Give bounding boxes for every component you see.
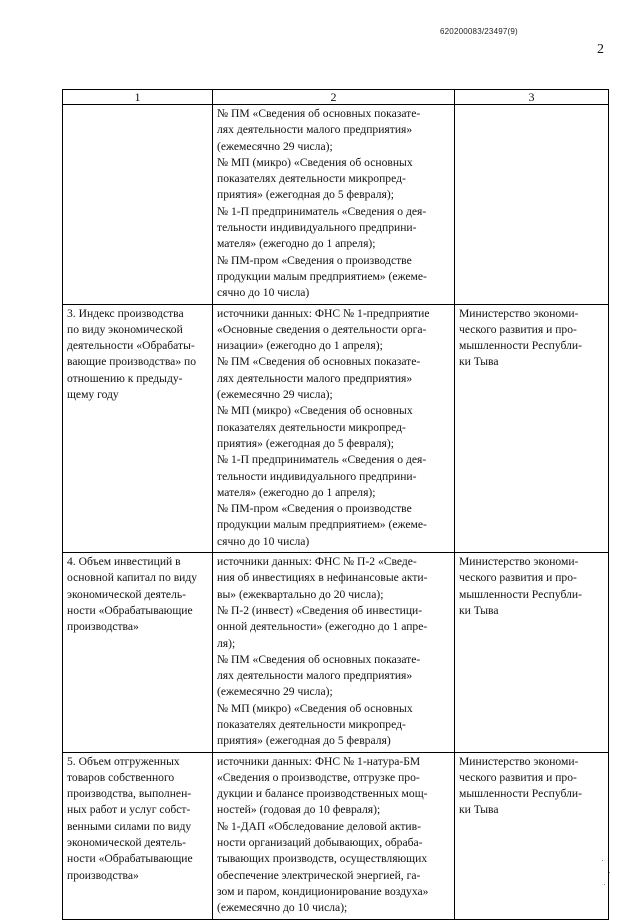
text-line: Министерство экономи- — [459, 555, 579, 569]
text-line: продукции малым предприятием» (ежеме- — [217, 518, 427, 532]
text-line: № 1-П предприниматель «Сведения о дея- — [217, 453, 427, 467]
cell-indicator — [63, 553, 213, 753]
text-line: 5. Объем отгруженных — [67, 754, 180, 768]
text-line: производства» — [67, 868, 139, 882]
text-line: приятия» (ежегодная до 5 февраля); — [217, 188, 394, 202]
text-line: № П-2 (инвест) «Сведения об инвестици- — [217, 603, 423, 617]
text-line: по виду экономической — [67, 322, 183, 336]
text-line: показателях деятельности микропред- — [217, 717, 406, 731]
text-line: ческого развития и про- — [459, 571, 577, 585]
text-line: № 1-П предприниматель «Сведения о дея- — [217, 204, 427, 218]
text-line: ля); — [217, 636, 236, 650]
text-line: № ПМ «Сведения об основных показате- — [217, 652, 421, 666]
text-line: тывающих производств, осуществляющих — [217, 852, 428, 866]
text-line: мышленности Республи- — [459, 787, 582, 801]
text-line: мателя» (ежегодно до 1 апреля); — [217, 237, 376, 251]
text-line: низации» (ежегодно до 1 апреля); — [217, 339, 383, 353]
text-line: показателях деятельности микропред- — [217, 420, 406, 434]
text-line: № 1-ДАП «Обследование деловой актив- — [217, 819, 421, 833]
text-line: ния об инвестициях в нефинансовые акти- — [217, 571, 428, 585]
text-line: сячно до 10 числа) — [217, 534, 310, 548]
text-line: венными силами по виду — [67, 819, 192, 833]
text-line: производства, выполнен- — [67, 787, 192, 801]
text-line: «Основные сведения о деятельности орга- — [217, 322, 427, 336]
cell-indicator — [63, 304, 213, 552]
text-line: лях деятельности малого предприятия» — [217, 669, 413, 683]
text-line: дукции и балансе производственных мощ- — [217, 787, 428, 801]
cell-sources — [213, 752, 455, 919]
text-line: экономической деятель- — [67, 587, 187, 601]
text-line: источники данных: ФНС № 1-натура-БМ — [217, 754, 421, 768]
column-header-3: 3 — [455, 90, 609, 105]
text-line: источники данных: ФНС № 1-предприятие — [217, 306, 430, 320]
scan-speck — [604, 884, 605, 885]
text-line: № МП (микро) «Сведения об основных — [217, 155, 413, 169]
text-line: лях деятельности малого предприятия» — [217, 123, 413, 137]
text-line: (ежемесячно 29 числа); — [217, 388, 333, 402]
text-line: основной капитал по виду — [67, 571, 198, 585]
text-line: приятия» (ежегодная до 5 февраля) — [217, 734, 391, 748]
text-line: мышленности Республи- — [459, 339, 582, 353]
text-line: ческого развития и про- — [459, 770, 577, 784]
text-line: (ежемесячно 29 числа); — [217, 139, 333, 153]
text-line: продукции малым предприятием» (ежеме- — [217, 269, 427, 283]
text-line: № ПМ-пром «Сведения о производстве — [217, 502, 412, 516]
text-line: ности «Обрабатывающие — [67, 852, 193, 866]
text-line: онной деятельности» (ежегодно до 1 апре- — [217, 620, 428, 634]
cell-responsible — [455, 105, 609, 305]
scan-speck — [609, 872, 610, 873]
text-line: (ежемесячно до 10 числа); — [217, 901, 348, 915]
table-row — [63, 553, 609, 753]
column-header-1: 1 — [63, 90, 213, 105]
scan-speck — [602, 860, 603, 861]
cell-sources — [213, 553, 455, 753]
text-line: «Сведения о производстве, отгрузке про- — [217, 770, 420, 784]
text-line: Министерство экономи- — [459, 306, 579, 320]
text-line: мышленности Республи- — [459, 587, 582, 601]
text-line: ностей» (годовая до 10 февраля); — [217, 803, 381, 817]
text-line: зом и паром, кондиционирование воздуха» — [217, 884, 429, 898]
text-line: вающие производства» по — [67, 355, 197, 369]
text-line: Министерство экономи- — [459, 754, 579, 768]
text-line: источники данных: ФНС № П-2 «Сведе- — [217, 555, 417, 569]
text-line: № МП (микро) «Сведения об основных — [217, 404, 413, 418]
text-line: 4. Объем инвестиций в — [67, 555, 181, 569]
text-line: ческого развития и про- — [459, 322, 577, 336]
text-line: тельности индивидуального предприни- — [217, 469, 417, 483]
text-line: мателя» (ежегодно до 1 апреля); — [217, 485, 376, 499]
cell-responsible — [455, 553, 609, 753]
cell-indicator — [63, 105, 213, 305]
text-line: сячно до 10 числа) — [217, 286, 310, 300]
table-row — [63, 304, 609, 552]
table-row — [63, 752, 609, 919]
text-line: деятельности «Обрабаты- — [67, 339, 195, 353]
cell-sources — [213, 105, 455, 305]
cell-indicator — [63, 752, 213, 919]
text-line: № МП (микро) «Сведения об основных — [217, 701, 413, 715]
text-line: № ПМ «Сведения об основных показате- — [217, 355, 421, 369]
text-line: (ежемесячно 29 числа); — [217, 685, 333, 699]
indicators-table — [62, 89, 609, 920]
text-line: 3. Индекс производства — [67, 306, 184, 320]
text-line: показателях деятельности микропред- — [217, 172, 406, 186]
text-line: производства» — [67, 620, 139, 634]
cell-responsible — [455, 304, 609, 552]
cell-responsible — [455, 752, 609, 919]
text-line: № ПМ-пром «Сведения о производстве — [217, 253, 412, 267]
text-line: ки Тыва — [459, 603, 499, 617]
text-line: обеспечение электрической энергией, га- — [217, 868, 421, 882]
cell-sources — [213, 304, 455, 552]
text-line: № ПМ «Сведения об основных показате- — [217, 107, 421, 120]
text-line: лях деятельности малого предприятия» — [217, 371, 413, 385]
table-row — [63, 105, 609, 305]
text-line: ки Тыва — [459, 803, 499, 817]
column-header-2: 2 — [213, 90, 455, 105]
text-line: щему году — [67, 388, 119, 402]
text-line: отношению к предыду- — [67, 371, 183, 385]
text-line: ности организаций добывающих, обраба- — [217, 836, 423, 850]
text-line: тельности индивидуального предприни- — [217, 221, 417, 235]
text-line: ности «Обрабатывающие — [67, 603, 193, 617]
text-line: вы» (ежеквартально до 20 числа); — [217, 587, 384, 601]
text-line: ных работ и услуг собст- — [67, 803, 191, 817]
text-line: товаров собственного — [67, 770, 175, 784]
text-line: приятия» (ежегодная до 5 февраля); — [217, 436, 394, 450]
page-number: 2 — [597, 42, 604, 57]
table-header-row — [63, 90, 609, 105]
text-line: ки Тыва — [459, 355, 499, 369]
registration-number: 620200083/23497(9) — [440, 27, 518, 36]
text-line: экономической деятель- — [67, 836, 187, 850]
